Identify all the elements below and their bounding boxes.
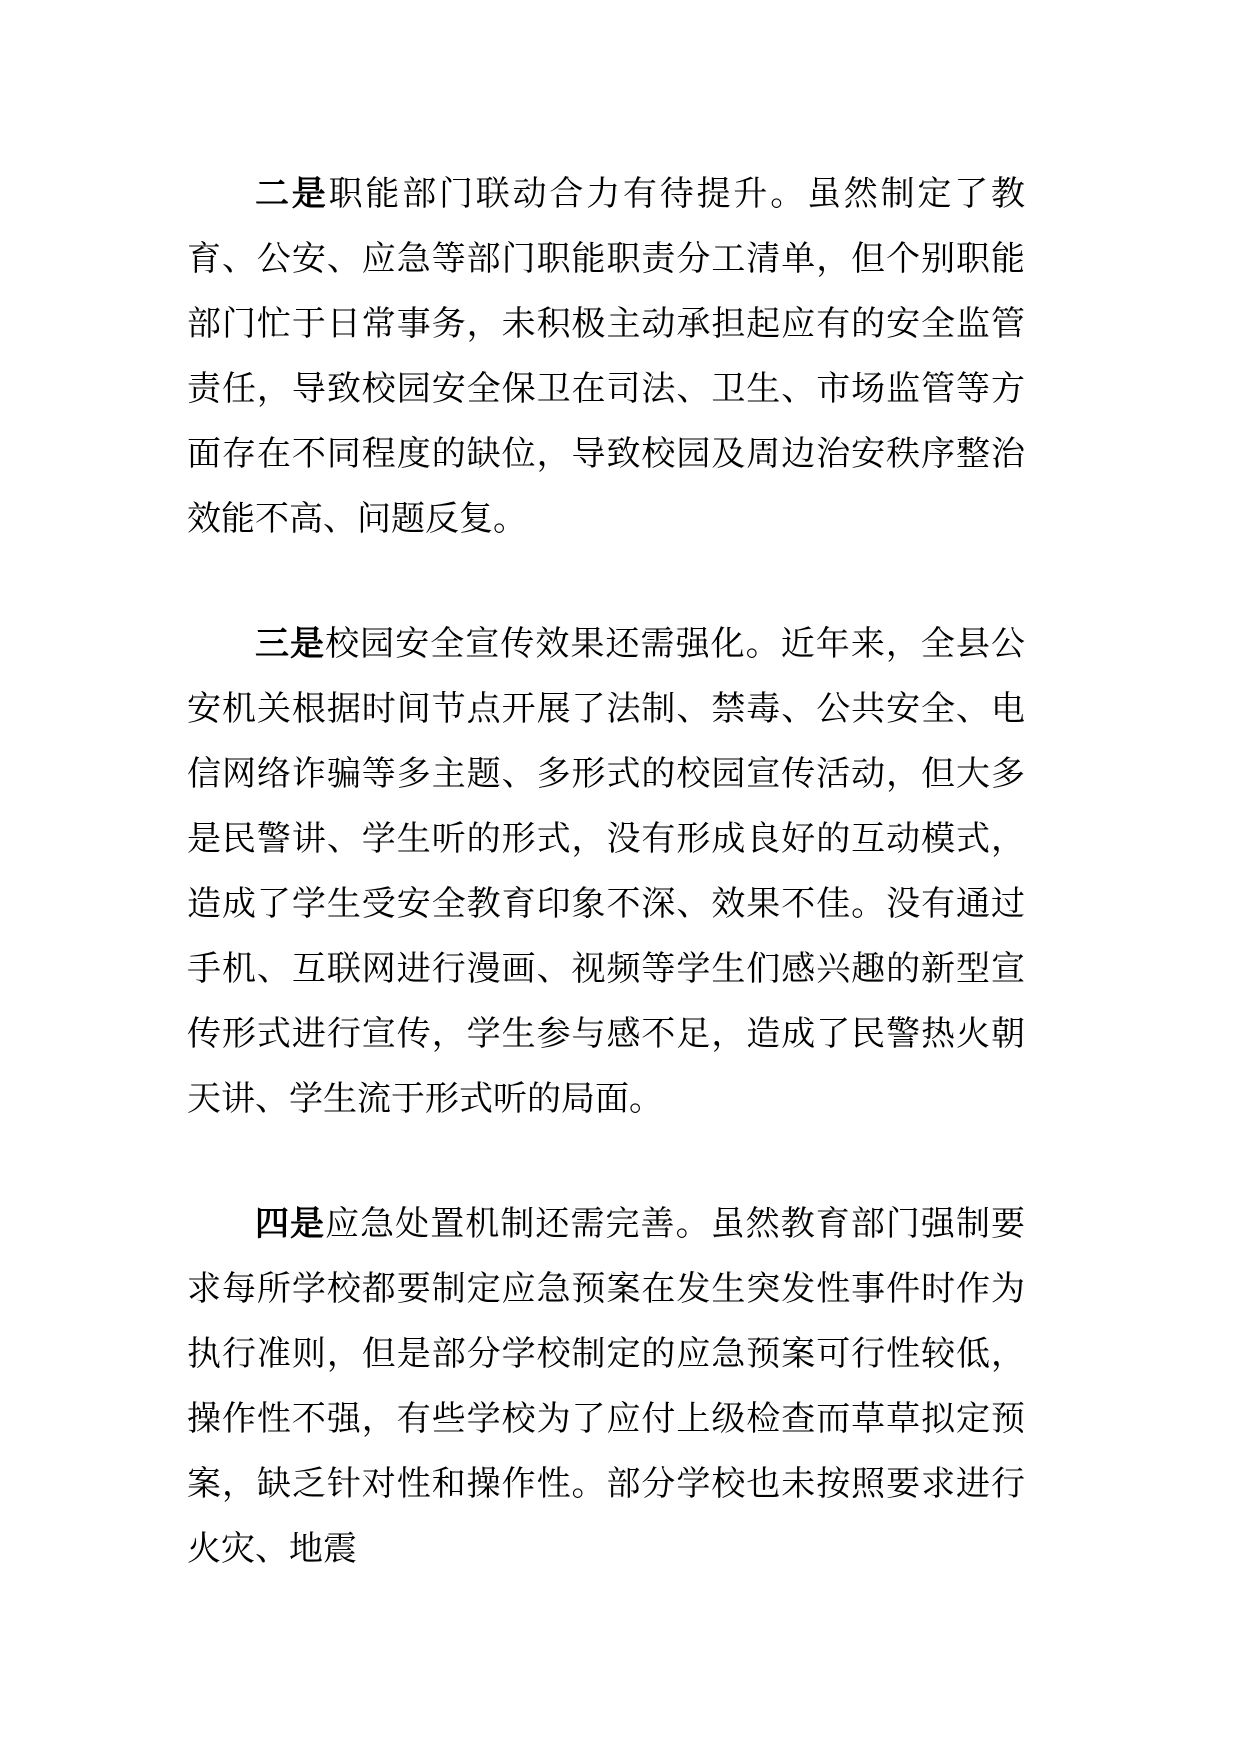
- paragraph-two: [187, 162, 1025, 552]
- paragraph-text: 职能部门联动合力有待提升。虽然制定了教育、公安、应急等部门职能职责分工清单，但个别职能部门忙于日常事务，未积极主动承担起应有的安全监管责任，导致校园安全保卫在司法、卫生、市场监管等方面存在不同程度的缺位，导致校园及周边治安秩序整治效能不高、问题反复。: [187, 174, 1026, 539]
- paragraph-lead: 二是: [255, 174, 329, 214]
- paragraph-three: [187, 612, 1025, 1132]
- paragraph-four: [187, 1192, 1025, 1582]
- document-body: [187, 162, 1025, 1582]
- paragraph-lead: 四是: [255, 1204, 326, 1244]
- paragraph-text: 应急处置机制还需完善。虽然教育部门强制要求每所学校都要制定应急预案在发生突发性事件时作为执行准则，但是部分学校制定的应急预案可行性较低，操作性不强，有些学校为了应付上级检查而草草拟定预案，缺乏针对性和操作性。部分学校也未按照要求进行火灾、地震: [187, 1204, 1026, 1569]
- paragraph-lead: 三是: [255, 624, 326, 664]
- paragraph-text: 校园安全宣传效果还需强化。近年来，全县公安机关根据时间节点开展了法制、禁毒、公共安全、电信网络诈骗等多主题、多形式的校园宣传活动，但大多是民警讲、学生听的形式，没有形成良好的互动模式，造成了学生受安全教育印象不深、效果不佳。没有通过手机、互联网进行漫画、视频等学生们感兴趣的新型宣传形式进行宣传，学生参与感不足，造成了民警热火朝天讲、学生流于形式听的局面。: [187, 624, 1026, 1119]
